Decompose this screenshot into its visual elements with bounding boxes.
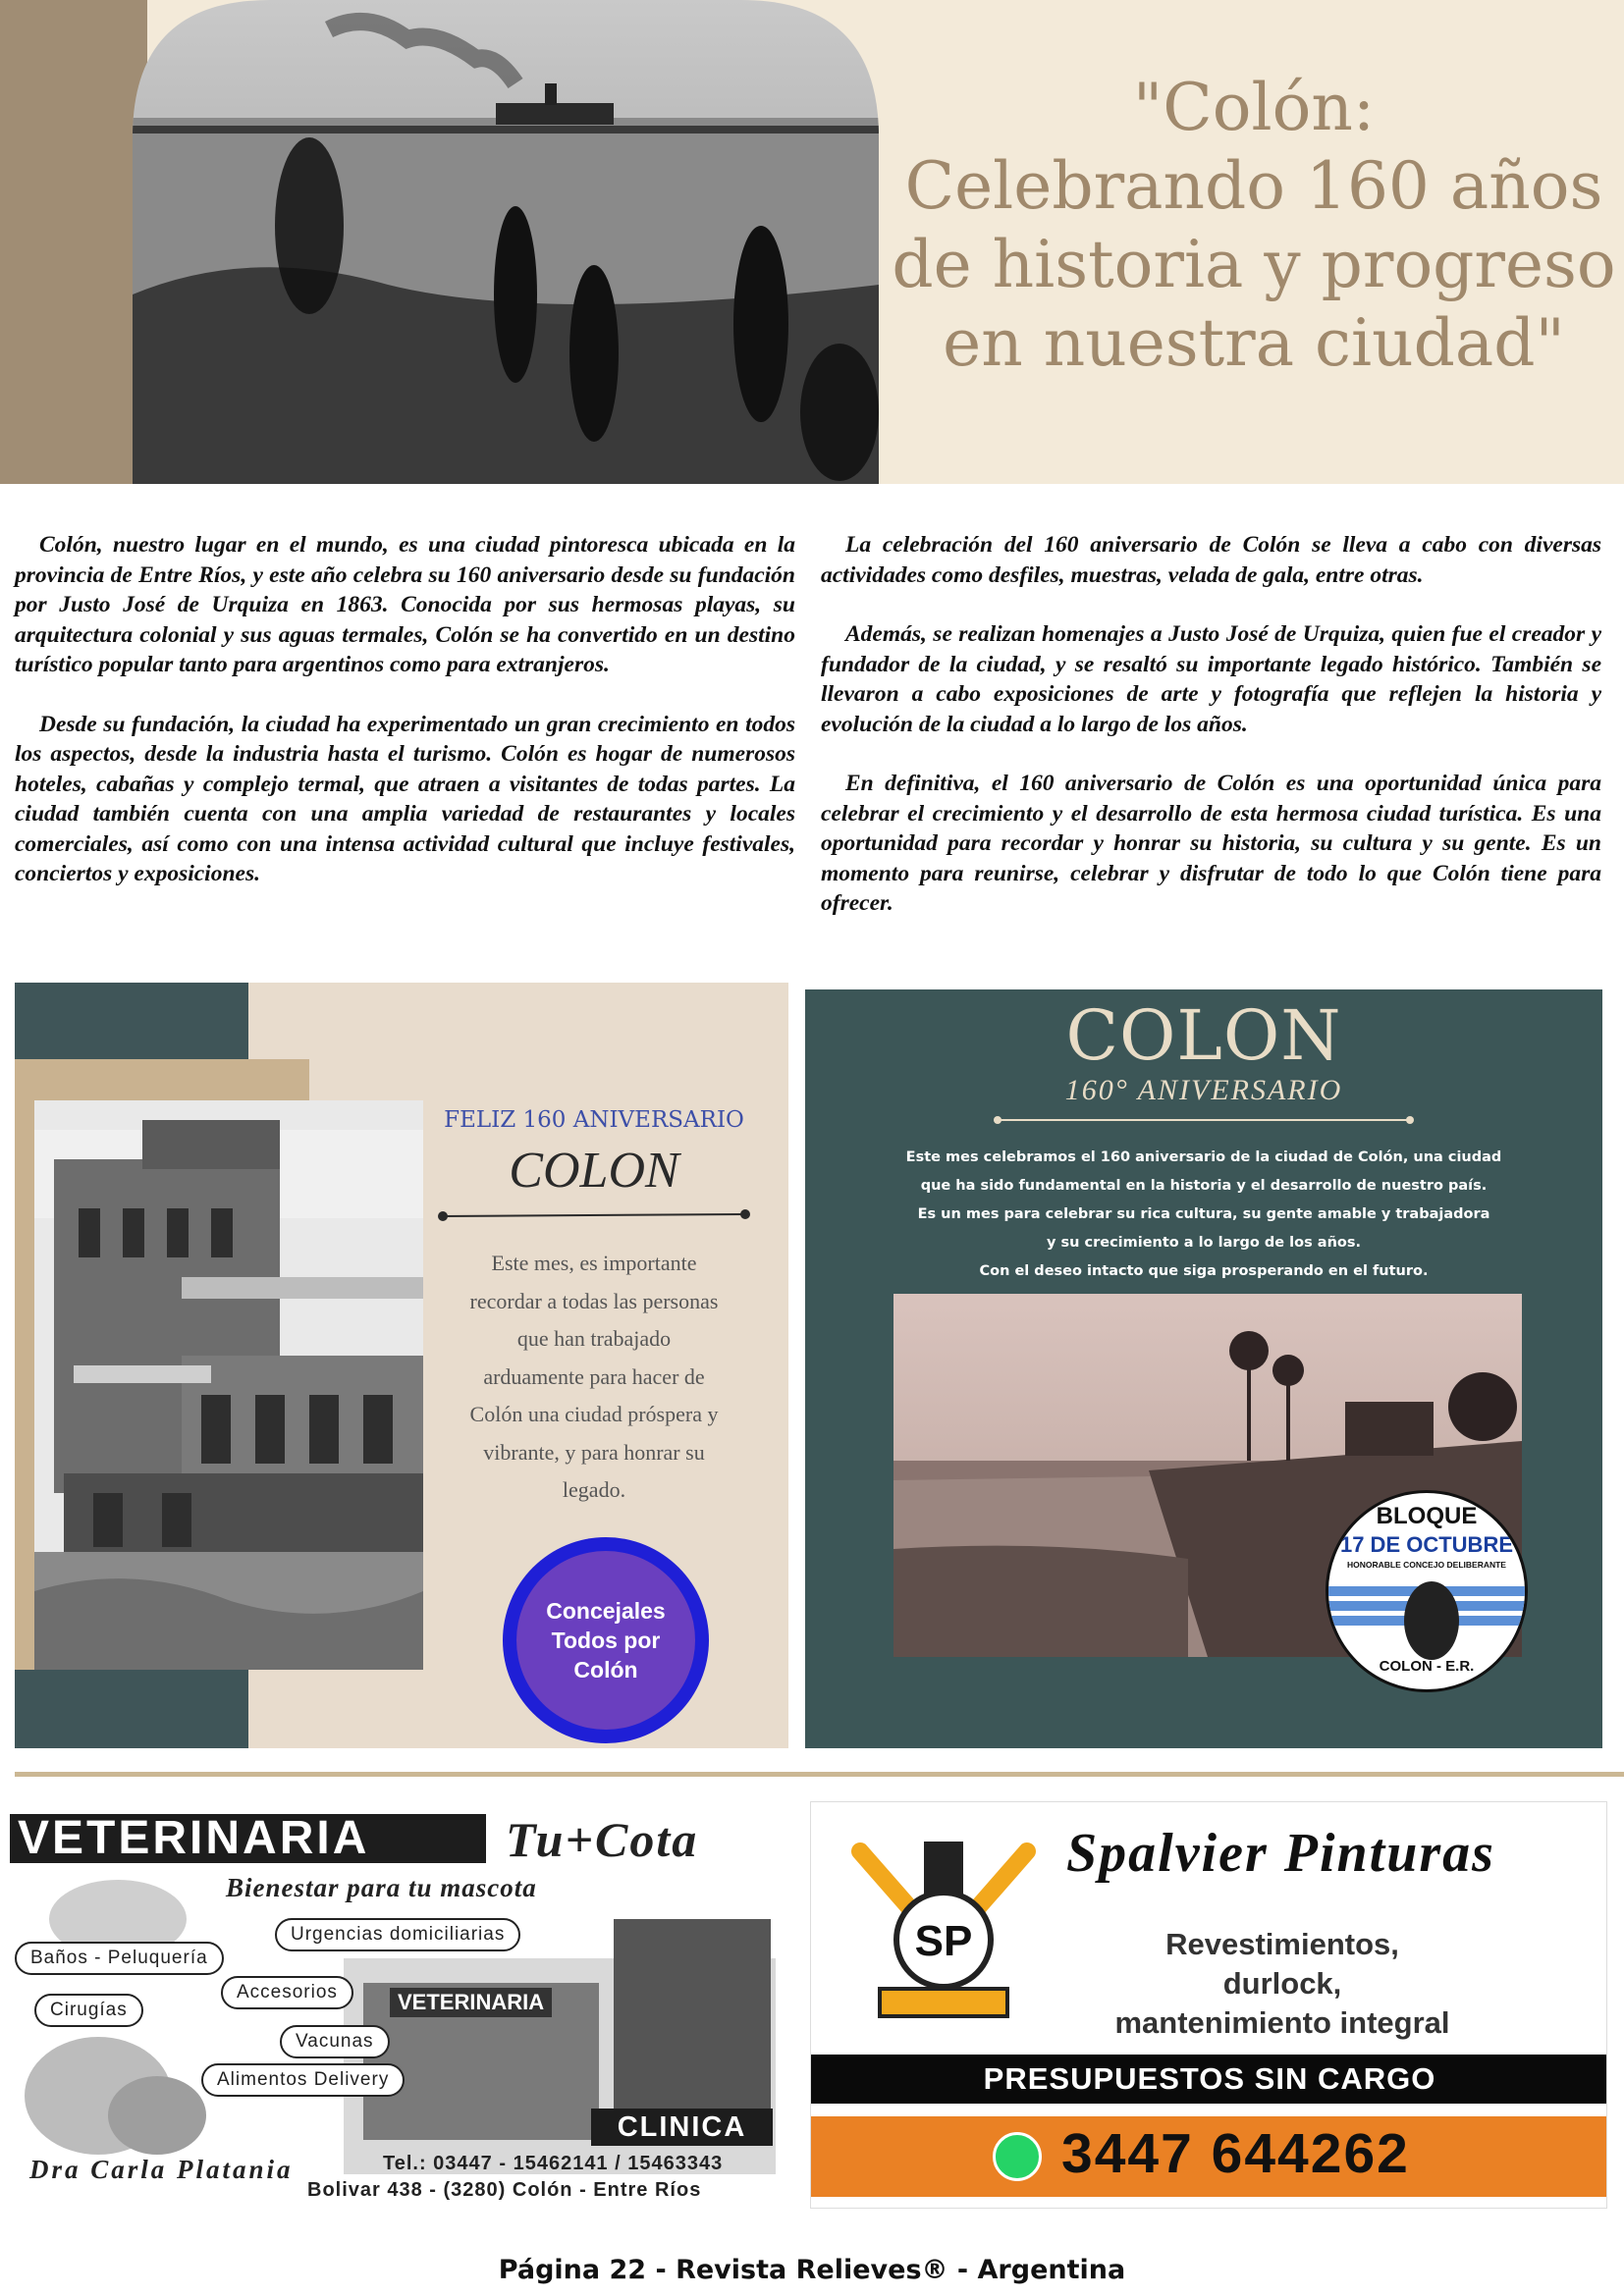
ad-decor-block [15,983,248,1059]
ad-bloque [805,989,1602,1748]
spalvier-description-line: Revestimientos, durlock, [1165,1927,1399,2001]
ad-headline: FELIZ 160 ANIVERSARIO [444,1107,744,1133]
service-pill: Accesorios [221,1976,353,2009]
ad-body-line: legado. [562,1477,626,1502]
ad-body-text [437,1245,751,1510]
clinica-label: CLINICA [591,2109,773,2146]
page-title-line: Celebrando 160 años [904,148,1603,224]
veterinaria-phone: Tel.: 03447 - 15462141 / 15463343 [383,2153,724,2174]
ad-body-line: y su crecimiento a lo largo de los años. [1046,1235,1361,1251]
whatsapp-icon [993,2132,1042,2181]
ad-body-line: Es un mes para celebrar su rica cultura, su gente amable y trabajadora [917,1206,1490,1222]
decorative-rule [437,1208,751,1224]
ad-body-line: Este mes, es importante [491,1251,697,1275]
veterinaria-address: Bolivar 438 - (3280) Colón - Entre Ríos [307,2179,702,2201]
ad-title: COLON [1065,995,1342,1076]
service-pill: Vacunas [280,2025,390,2058]
service-pill: Alimentos Delivery [201,2063,405,2097]
ad-concejales [15,983,788,1748]
page-title-line: en nuestra ciudad" [943,305,1565,381]
seal-text: BLOQUE [1376,1503,1478,1529]
ad-subtitle: 160° ANIVERSARIO [1064,1074,1343,1106]
ad-body-line: que ha sido fundamental en la historia y el desarrollo de nuestro país. [920,1178,1488,1194]
spalvier-brand: Spalvier Pinturas [1066,1823,1495,1884]
service-pill: Urgencias domiciliarias [275,1918,520,1951]
spalvier-phone-bar [811,2116,1607,2197]
article-paragraph: Colón, nuestro lugar en el mundo, es una ciudad pintoresca ubicada en la provincia de Entre Ríos, y este año celebra su 160 aniversario desde su fundación por Justo José de Urquiza en 1863. Conocida por sus hermosas playas, su arquitectura colonial y sus aguas termales, Colón se ha convertido en un destino turístico popular tanto para argentinos como para extranjeros. [15,532,795,677]
ad-body-line: Con el deseo intacto que siga prosperando en el futuro. [979,1263,1429,1279]
section-divider [15,1772,1624,1777]
bloque-seal [1326,1490,1528,1692]
ad-body-line: Colón una ciudad próspera y [469,1402,719,1426]
article-paragraph: En definitiva, el 160 aniversario de Colón es una oportunidad única para celebrar el crecimiento y el desarrollo de esta hermosa ciudad turística. Es una oportunidad para recordar y honrar su historia, su cultura y su gente. Es un momento para reunirse, celebrar y disfrutar de todo lo que Colón tiene para ofrecer. [821,771,1601,916]
veterinaria-brand-secondary: Tu+Cota [506,1812,699,1867]
page-title-line: "Colón: [1132,70,1376,145]
service-pill: Baños - Peluquería [15,1942,224,1975]
spalvier-description-line: mantenimiento integral [1114,2005,1450,2040]
spalvier-phone: 3447 644262 [1061,2122,1410,2185]
article-paragraph: La celebración del 160 aniversario de Colón se lleva a cabo con diversas actividades como desfiles, muestras, velada de gala, entre otras. [821,532,1601,588]
veterinaria-doctor: Dra Carla Platania [29,2155,294,2184]
article-paragraph: Desde su fundación, la ciudad ha experimentado un gran crecimiento en todos los aspectos, desde la industria hasta el turismo. Colón es hogar de numerosos hoteles, cabañas y complejo termal, que atraen a visitantes de todas partes. La ciudad también cuenta con una amplia variedad de restaurantes y locales comerciales, así como con una intensa actividad cultural que incluye festivales, conciertos y exposiciones. [15,711,795,886]
seal-text: COLON - E.R. [1379,1658,1475,1675]
ad-veterinaria [10,1801,785,2209]
spalvier-logo-text: SP [914,1917,973,1965]
veterinaria-tagline: Bienestar para tu mascota [226,1873,537,1902]
concejales-badge [503,1537,709,1743]
historic-building-photo [34,1100,423,1670]
ad-spalvier [810,1801,1607,2209]
ad-title: COLON [509,1143,679,1199]
badge-line: Todos por Colón [551,1628,661,1682]
veterinaria-brand: VETERINARIA [10,1814,486,1863]
ad-body-text [835,1144,1573,1286]
ad-body-line: recordar a todas las personas [469,1288,719,1313]
decorative-rule [992,1112,1416,1128]
page-footer: Página 22 - Revista Relieves® - Argentina [498,2255,1126,2285]
service-pill: Cirugías [34,1994,143,2027]
ad-decor-block [15,1670,248,1748]
ad-body-line: que han trabajado [516,1326,672,1351]
article-column-left [15,530,795,919]
ad-body-line: Este mes celebramos el 160 aniversario de la ciudad de Colón, una ciudad [905,1149,1502,1165]
storefront-sign: VETERINARIA [390,1988,552,2017]
hero-side-band [0,0,147,484]
concejales-badge-inner [516,1551,695,1730]
page-title-line: de historia y progreso [892,227,1616,302]
hero-photo-steamboat [133,0,879,484]
page-title [884,69,1624,383]
spalvier-presupuestos: PRESUPUESTOS SIN CARGO [811,2055,1607,2104]
seal-text: HONORABLE CONCEJO DELIBERANTE [1347,1560,1506,1570]
article-paragraph: Además, se realizan homenajes a Justo José de Urquiza, quien fue el creador y fundador de la ciudad, y se resaltó su importante legado histórico. También se llevaron a cabo exposiciones de arte y fotografía que reflejen la historia y evolución de la ciudad a lo largo de los años. [821,621,1601,737]
ad-body-line: arduamente para hacer de [483,1363,705,1389]
article-column-right [821,530,1601,948]
seal-text: 17 DE OCTUBRE [1339,1532,1514,1557]
spalvier-description [1106,1925,1459,2043]
badge-line: Concejales [546,1598,666,1624]
ad-body-line: vibrante, y para honrar su [483,1439,705,1465]
